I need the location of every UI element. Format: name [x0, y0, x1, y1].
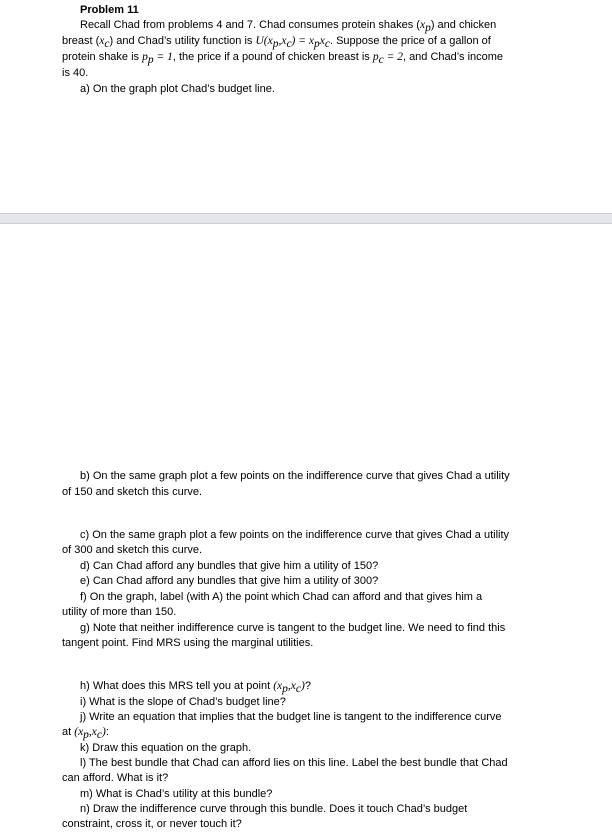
- question-l-line-1: l) The best bundle that Chad can afford lies on this line. Label the best bundle that Chad: [80, 757, 508, 769]
- question-b-line-2: of 150 and sketch this curve.: [62, 486, 203, 498]
- question-g-line-2: tangent point. Find MRS using the marginal utilities.: [62, 637, 314, 649]
- question-f-line-1: f) On the graph, label (with A) the point which Chad can afford and that gives him a: [80, 591, 483, 603]
- question-b-line-1: b) On the same graph plot a few points on the indifference curve that gives Chad a utility: [80, 470, 510, 482]
- question-h: h) What does this MRS tell you at point $(x_p,x_c)$?: [80, 680, 311, 696]
- question-n-line-1: n) Draw the indifference curve through this bundle. Does it touch Chad’s budget: [80, 803, 468, 815]
- question-c-line-1: c) On the same graph plot a few points on the indifference curve that gives Chad a utility: [80, 529, 510, 541]
- question-d: d) Can Chad afford any bundles that give him a utility of 150?: [80, 560, 379, 572]
- question-j-line-1: j) Write an equation that implies that the budget line is tangent to the indifference curve: [80, 711, 502, 723]
- question-j-line-2: at $(x_p,x_c)$:: [62, 726, 109, 742]
- question-k: k) Draw this equation on the graph.: [80, 742, 252, 754]
- page-break-divider: [0, 213, 612, 224]
- question-a: a) On the graph plot Chad’s budget line.: [80, 83, 275, 95]
- question-n-line-2: constraint, cross it, or never touch it?: [62, 818, 242, 830]
- intro-line-2: breast $(x_c)$ and Chad’s utility function is $U(x_p,x_c) = x_px_c$. Suppose the price of a gallon of: [62, 35, 491, 51]
- question-g-line-1: g) Note that neither indifference curve is tangent to the budget line. We need to find this: [80, 622, 506, 634]
- question-c-line-2: of 300 and sketch this curve.: [62, 544, 203, 556]
- question-i: i) What is the slope of Chad’s budget line?: [80, 696, 286, 708]
- problem-title: Problem 11: [80, 4, 139, 16]
- question-m: m) What is Chad’s utility at this bundle?: [80, 788, 273, 800]
- question-e: e) Can Chad afford any bundles that give him a utility of 300?: [80, 575, 379, 587]
- intro-line-4: is 40.: [62, 67, 89, 79]
- intro-line-1: Recall Chad from problems 4 and 7. Chad consumes protein shakes $(x_p)$ and chicken: [80, 19, 497, 35]
- intro-line-3: protein shake is $p_p = 1$, the price if a pound of chicken breast is $p_c = 2$, and Chad’s income: [62, 51, 504, 67]
- question-f-line-2: utility of more than 150.: [62, 606, 177, 618]
- question-l-line-2: can afford. What is it?: [62, 772, 169, 784]
